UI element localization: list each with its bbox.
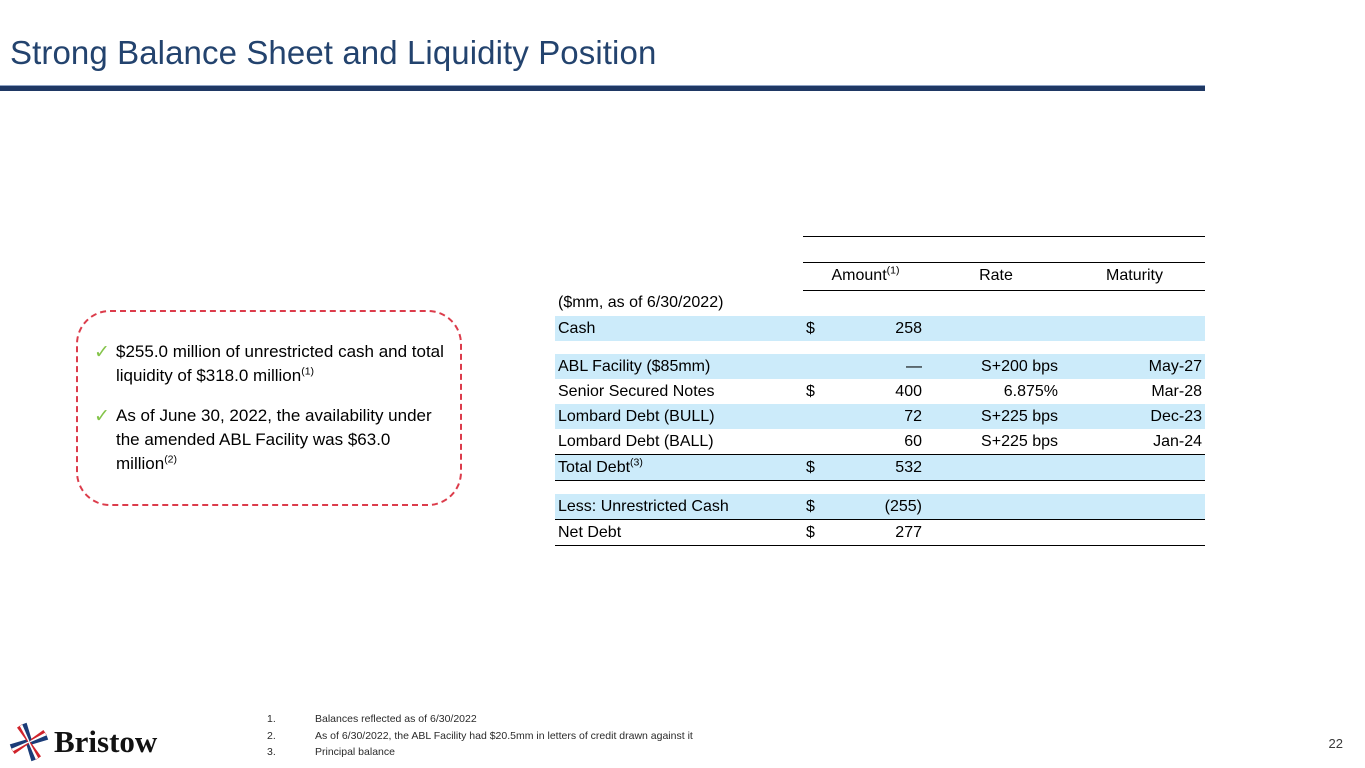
table-row bbox=[555, 316, 1205, 341]
cell-amount-text: 277 bbox=[895, 523, 922, 541]
spacer-cell bbox=[831, 481, 928, 495]
cell-rate bbox=[928, 494, 1064, 520]
maturity-toprule bbox=[1064, 237, 1205, 263]
cell-label bbox=[555, 429, 803, 455]
cell-maturity-text: Jan-24 bbox=[1153, 432, 1202, 450]
bullet-item bbox=[94, 340, 450, 388]
cell-rate-text: S+225 bps bbox=[981, 432, 1058, 450]
bristow-rotor-icon bbox=[8, 722, 50, 762]
cell-label-text: ABL Facility ($85mm) bbox=[558, 357, 711, 375]
cell-maturity bbox=[1064, 379, 1205, 404]
footnote-number: 2. bbox=[267, 729, 276, 742]
cell-amount bbox=[831, 404, 928, 429]
cell-currency bbox=[803, 354, 831, 379]
amount-toprule bbox=[803, 237, 928, 263]
cell-currency bbox=[803, 455, 831, 481]
cell-currency-text: $ bbox=[806, 458, 815, 476]
cell-currency-text: $ bbox=[806, 382, 815, 400]
cell-label-text: Cash bbox=[558, 319, 596, 337]
spacer-cell bbox=[928, 341, 1064, 354]
cell-label-text: Lombard Debt (BALL) bbox=[558, 432, 714, 450]
cell-rate bbox=[928, 354, 1064, 379]
table-row bbox=[555, 404, 1205, 429]
bullet-text bbox=[116, 340, 450, 388]
cell-rate-text: 6.875% bbox=[1003, 382, 1058, 400]
cell-currency bbox=[803, 520, 831, 546]
cell-label-text: Less: Unrestricted Cash bbox=[558, 497, 729, 515]
cell-amount bbox=[831, 429, 928, 455]
cell-maturity bbox=[1064, 404, 1205, 429]
table-row bbox=[555, 455, 1205, 481]
spacer-cell bbox=[555, 481, 803, 495]
header-blank bbox=[555, 263, 803, 291]
spacer-cell bbox=[803, 481, 831, 495]
spacer-cell bbox=[928, 481, 1064, 495]
cell-rate bbox=[928, 455, 1064, 481]
footnote-text: As of 6/30/2022, the ABL Facility had $20.5mm in letters of credit drawn against it bbox=[315, 729, 693, 742]
units-blank-1 bbox=[803, 291, 831, 317]
cell-rate bbox=[928, 379, 1064, 404]
cell-rate bbox=[928, 429, 1064, 455]
header-amount-label: Amount bbox=[831, 266, 887, 284]
cell-label bbox=[555, 520, 803, 546]
bullet-footnote-ref: (2) bbox=[164, 453, 178, 466]
cell-label bbox=[555, 316, 803, 341]
footnote-text: Balances reflected as of 6/30/2022 bbox=[315, 713, 477, 725]
brand-wordmark: Bristow bbox=[54, 724, 158, 759]
cell-amount bbox=[831, 354, 928, 379]
footnote-item bbox=[267, 711, 693, 728]
footnotes bbox=[267, 711, 693, 761]
spacer-cell bbox=[1064, 341, 1205, 354]
table-units-row bbox=[555, 291, 1205, 317]
table-spacer-row bbox=[555, 481, 1205, 495]
footnote-item bbox=[267, 728, 693, 745]
cell-amount-text: 532 bbox=[895, 458, 922, 476]
cell-rate-text: S+225 bps bbox=[981, 407, 1058, 425]
spacer-cell bbox=[555, 237, 803, 263]
cell-rate-text: S+200 bps bbox=[981, 357, 1058, 375]
capitalization-table bbox=[555, 236, 1205, 546]
table-row bbox=[555, 379, 1205, 404]
table-units-note: ($mm, as of 6/30/2022) bbox=[558, 294, 724, 312]
cell-maturity bbox=[1064, 316, 1205, 341]
table-row bbox=[555, 354, 1205, 379]
cell-amount bbox=[831, 379, 928, 404]
cell-maturity bbox=[1064, 520, 1205, 546]
cell-label bbox=[555, 379, 803, 404]
page-number: 22 bbox=[1328, 736, 1343, 751]
cell-label bbox=[555, 404, 803, 429]
cell-maturity bbox=[1064, 354, 1205, 379]
cell-amount-text: 400 bbox=[895, 382, 922, 400]
cell-label-text: Lombard Debt (BULL) bbox=[558, 407, 715, 425]
table-row bbox=[555, 429, 1205, 455]
cell-currency bbox=[803, 316, 831, 341]
cell-currency-text: $ bbox=[806, 497, 815, 515]
cell-label-text: Senior Secured Notes bbox=[558, 382, 715, 400]
spacer-cell bbox=[1064, 481, 1205, 495]
cell-amount-text: 72 bbox=[904, 407, 922, 425]
cell-maturity bbox=[1064, 494, 1205, 520]
spacer-cell bbox=[803, 341, 831, 354]
cell-rate bbox=[928, 520, 1064, 546]
units-blank-2 bbox=[831, 291, 928, 317]
brand-logo bbox=[8, 722, 157, 762]
cell-rate bbox=[928, 404, 1064, 429]
cell-rate bbox=[928, 316, 1064, 341]
rate-toprule bbox=[928, 237, 1064, 263]
cell-amount-text: (255) bbox=[884, 497, 922, 515]
header-rate: Rate bbox=[928, 263, 1064, 291]
table-spacer-row bbox=[555, 341, 1205, 354]
highlights-bullet-list bbox=[94, 340, 450, 492]
cell-maturity bbox=[1064, 429, 1205, 455]
cell-amount bbox=[831, 316, 928, 341]
cell-currency-text: $ bbox=[806, 319, 815, 337]
table-header-toprule bbox=[555, 237, 1205, 263]
header-maturity: Maturity bbox=[1064, 263, 1205, 291]
footnote-number: 1. bbox=[267, 713, 276, 725]
highlights-callout-box bbox=[76, 310, 462, 506]
cell-currency-text: $ bbox=[806, 523, 815, 541]
bullet-text bbox=[116, 404, 450, 476]
footnote-number: 3. bbox=[267, 746, 276, 758]
spacer-cell bbox=[555, 341, 803, 354]
cell-amount bbox=[831, 520, 928, 546]
cell-amount bbox=[831, 455, 928, 481]
header-amount bbox=[803, 263, 928, 291]
table-row bbox=[555, 494, 1205, 520]
cell-maturity bbox=[1064, 455, 1205, 481]
cell-label-text: Total Debt bbox=[558, 458, 631, 476]
cell-label bbox=[555, 354, 803, 379]
cell-maturity-text: Mar-28 bbox=[1151, 382, 1202, 400]
table-body bbox=[555, 316, 1205, 546]
bullet-item bbox=[94, 404, 450, 476]
cell-amount-text: 60 bbox=[904, 432, 922, 450]
check-icon: ✓ bbox=[94, 406, 110, 427]
cell-currency bbox=[803, 404, 831, 429]
page-title: Strong Balance Sheet and Liquidity Position bbox=[10, 34, 657, 71]
table-row bbox=[555, 520, 1205, 546]
cell-amount-text: — bbox=[906, 357, 922, 375]
cell-maturity-text: May-27 bbox=[1148, 357, 1202, 375]
units-blank-3 bbox=[928, 291, 1064, 317]
cell-amount-text: 258 bbox=[895, 319, 922, 337]
bullet-footnote-ref: (1) bbox=[301, 365, 315, 378]
cell-amount bbox=[831, 494, 928, 520]
cell-currency bbox=[803, 494, 831, 520]
bullet-text-body: $255.0 million of unrestricted cash and total liquidity of $318.0 million bbox=[116, 342, 444, 385]
bullet-text-body: As of June 30, 2022, the availability under the amended ABL Facility was $63.0 million bbox=[116, 406, 432, 473]
table-header-row bbox=[555, 263, 1205, 291]
units-blank-4 bbox=[1064, 291, 1205, 317]
cell-currency bbox=[803, 379, 831, 404]
footnote-item bbox=[267, 744, 693, 761]
spacer-cell bbox=[831, 341, 928, 354]
title-divider bbox=[0, 85, 1205, 91]
cell-label-footnote-ref: (3) bbox=[630, 456, 643, 469]
check-icon: ✓ bbox=[94, 342, 110, 363]
footnote-text: Principal balance bbox=[315, 746, 395, 758]
cell-label-text: Net Debt bbox=[558, 523, 622, 541]
cell-maturity-text: Dec-23 bbox=[1150, 407, 1202, 425]
cell-currency bbox=[803, 429, 831, 455]
cell-label bbox=[555, 494, 803, 520]
header-amount-footnote-ref: (1) bbox=[886, 264, 900, 277]
cell-label bbox=[555, 455, 803, 481]
